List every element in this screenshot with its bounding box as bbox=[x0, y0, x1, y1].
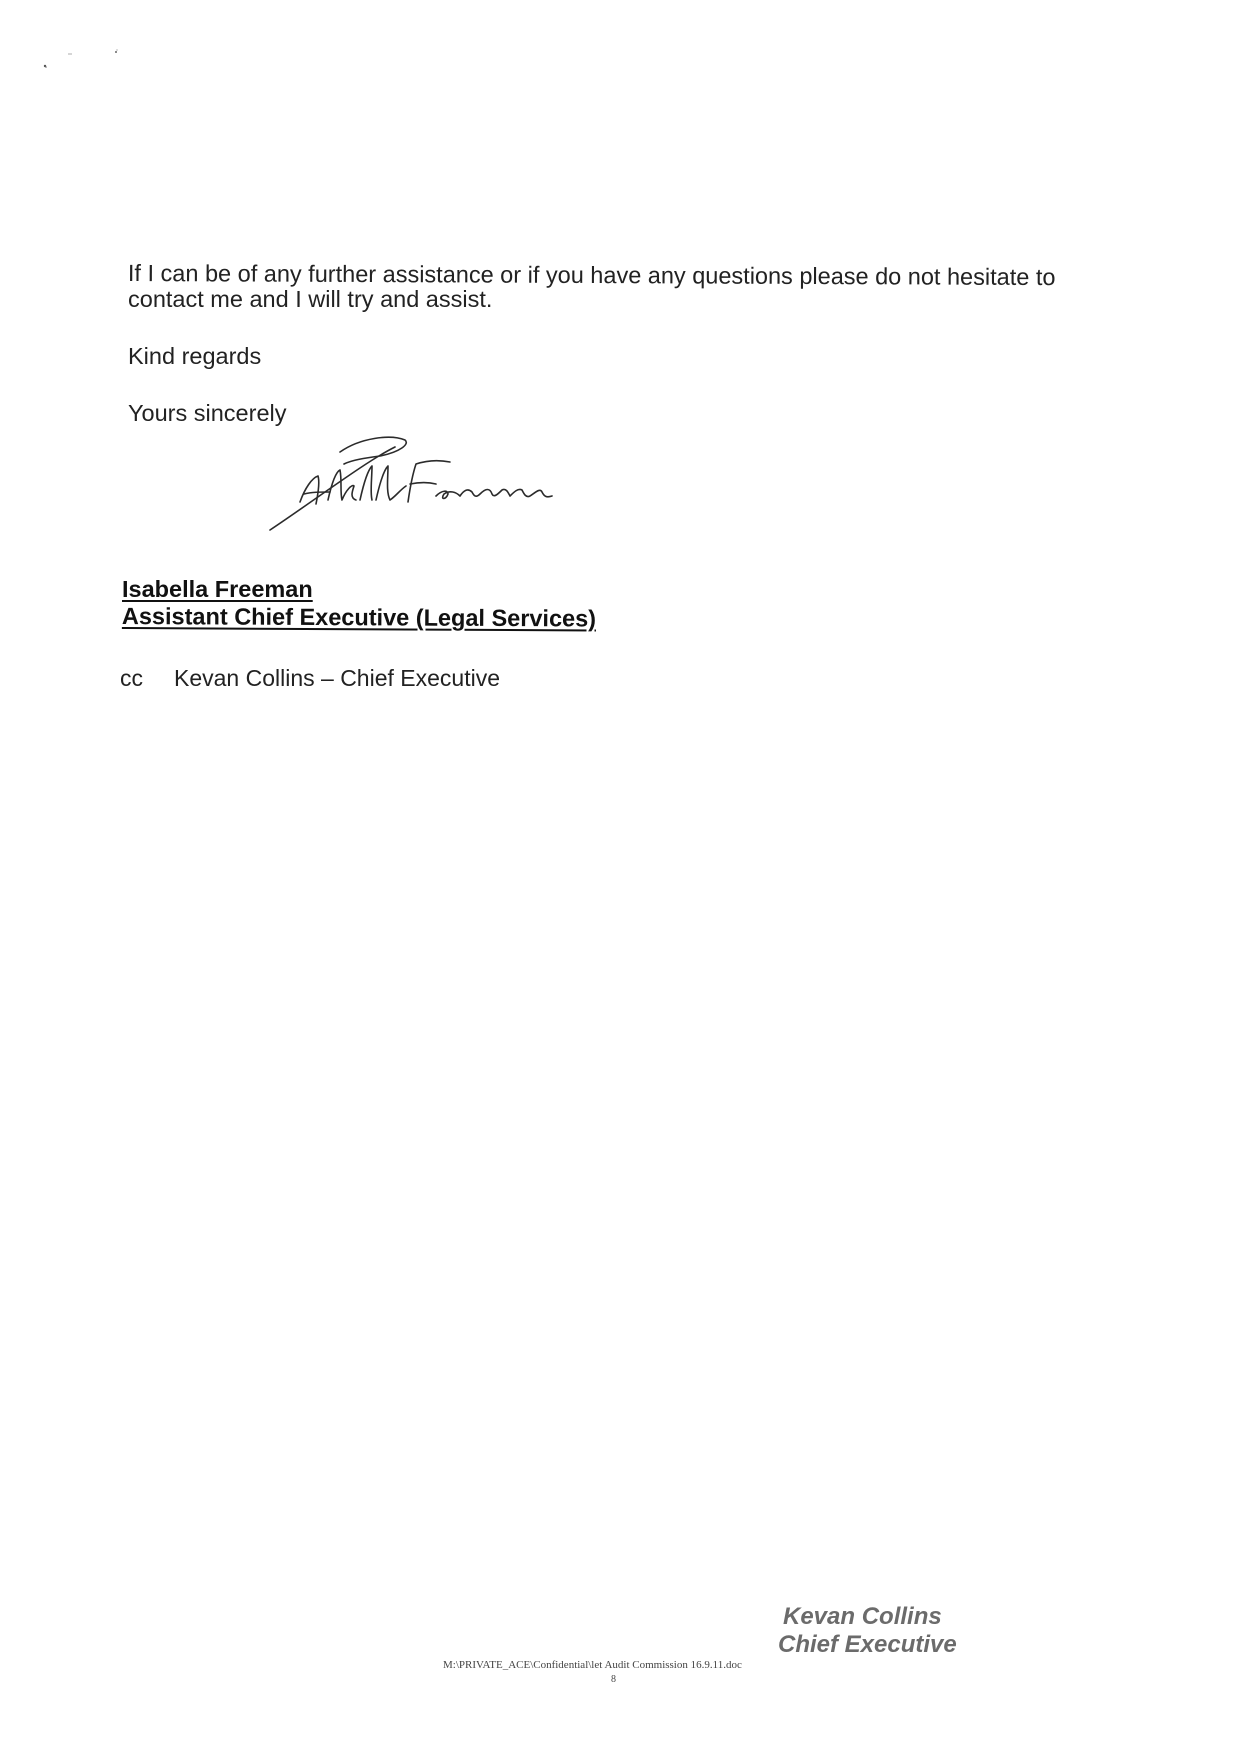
yours-sincerely: Yours sincerely bbox=[128, 400, 287, 426]
footer-file-path: M:\PRIVATE_ACE\Confidential\let Audit Commission 16.9.11.doc bbox=[443, 1659, 742, 1671]
signatory-title: Assistant Chief Executive (Legal Services) bbox=[121, 603, 597, 632]
stamp-name: Kevan Collins bbox=[783, 1603, 942, 1630]
closing-paragraph-line-2: contact me and I will try and assist. bbox=[128, 286, 493, 312]
kind-regards: Kind regards bbox=[128, 343, 262, 369]
name-stamp bbox=[778, 1603, 957, 1659]
cc-row bbox=[120, 665, 500, 692]
page-number: 8 bbox=[611, 1674, 616, 1685]
cc-label: cc bbox=[120, 665, 143, 691]
stamp-title: Chief Executive bbox=[778, 1631, 957, 1658]
scan-specks bbox=[30, 40, 130, 80]
handwritten-signature bbox=[260, 430, 620, 540]
cc-recipient: Kevan Collins – Chief Executive bbox=[174, 665, 500, 691]
closing-paragraph-line-1: If I can be of any further assistance or if you have any questions please do not hesitate to bbox=[127, 260, 1056, 291]
signatory-name: Isabella Freeman bbox=[122, 576, 313, 602]
